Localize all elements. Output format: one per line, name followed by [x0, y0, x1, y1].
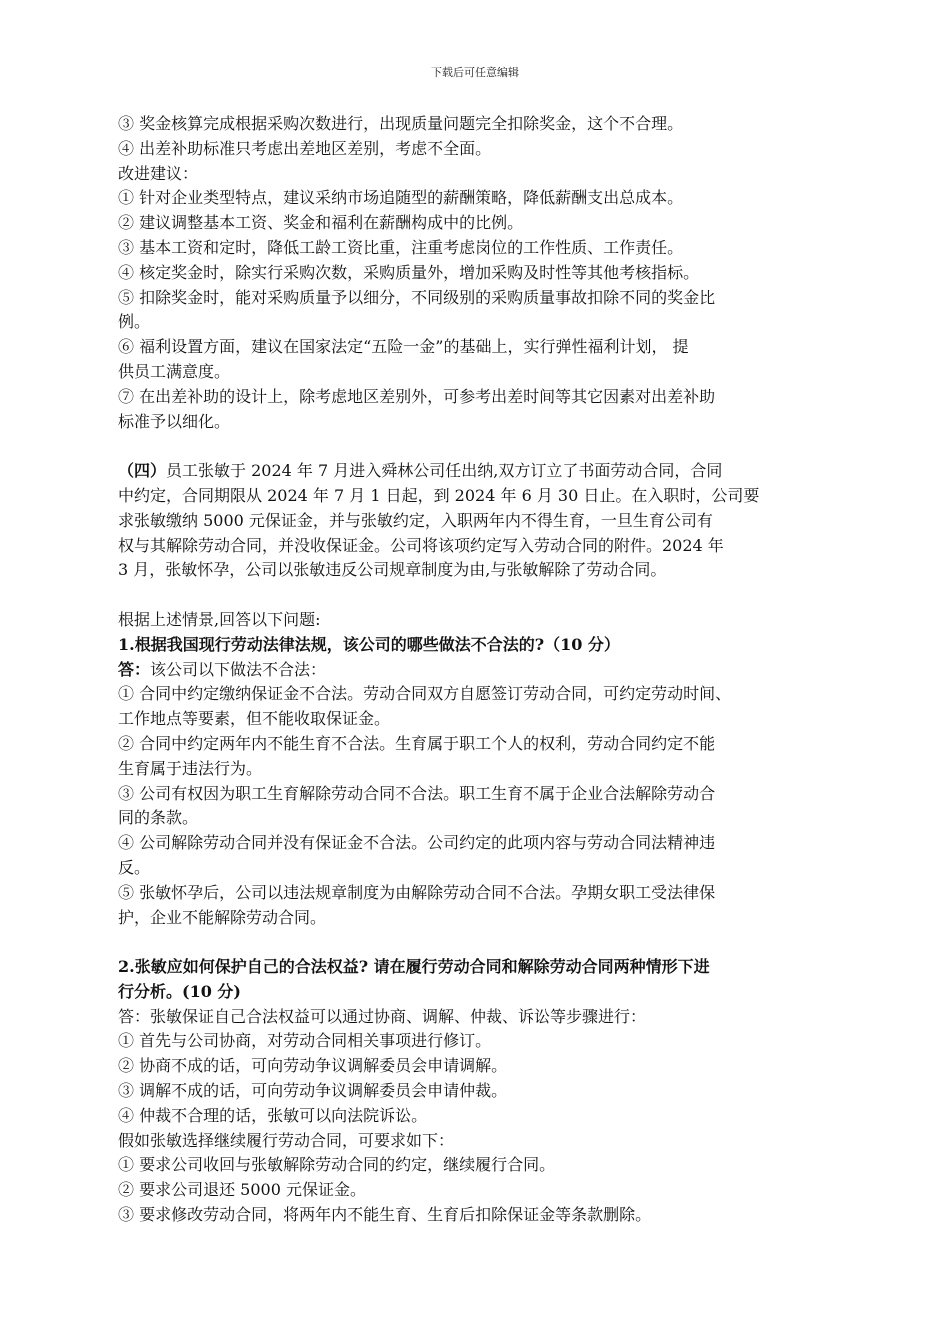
question-two-section [118, 955, 848, 1228]
paragraph-line: ① 首先与公司协商，对劳动合同相关事项进行修订。 [118, 1031, 492, 1051]
paragraph-line: 生育属于违法行为。 [118, 758, 263, 778]
paragraph-line: 假如张敏选择继续履行劳动合同，可要求如下： [118, 1130, 455, 1150]
paragraph-line: ⑦ 在出差补助的设计上，除考虑地区差别外，可参考出差时间等其它因素对出差补助 [118, 386, 716, 406]
paragraph-line: ④ 公司解除劳动合同并没有保证金不合法。公司约定的此项内容与劳动合同法精神违 [118, 833, 716, 853]
paragraph-line: 护，企业不能解除劳动合同。 [118, 907, 327, 927]
paragraph-line: ⑤ 张敏怀孕后，公司以违法规章制度为由解除劳动合同不合法。孕期女职工受法律保 [118, 882, 716, 902]
paragraph-line: ① 合同中约定缴纳保证金不合法。劳动合同双方自愿签订劳动合同，可约定劳动时间、 [118, 684, 732, 704]
document-body [118, 112, 848, 1228]
paragraph-line: ③ 要求修改劳动合同，将两年内不能生育、生育后扣除保证金等条款删除。 [118, 1205, 652, 1225]
paragraph-line: ② 要求公司退还 5000 元保证金。 [118, 1180, 366, 1200]
paragraph-line: ① 针对企业类型特点，建议采纳市场追随型的薪酬策略，降低薪酬支出总成本。 [118, 188, 684, 208]
paragraph-line: 3 月，张敏怀孕，公司以张敏违反公司规章制度为由,与张敏解除了劳动合同。 [118, 560, 667, 580]
paragraph-line: 权与其解除劳动合同，并没收保证金。公司将该项约定写入劳动合同的附件。2024 年 [118, 535, 724, 555]
case-label: （四） [118, 461, 167, 481]
paragraph-line: 中约定，合同期限从 2024 年 7 月 1 日起，到 2024 年 6 月 30 日止。在入职时，公司要 [118, 485, 760, 505]
paragraph-line: 工作地点等要素，但不能收取保证金。 [118, 709, 391, 729]
paragraph-line: ① 要求公司收回与张敏解除劳动合同的约定，继续履行合同。 [118, 1155, 556, 1175]
paragraph-line: 例。 [118, 312, 151, 332]
answer-lead [118, 658, 848, 683]
case-text: 员工张敏于 2024 年 7 月进入舜林公司任出纳,双方订立了书面劳动合同，合同 [166, 461, 723, 481]
question-title: 2.张敏应如何保护自己的合法权益? 请在履行劳动合同和解除劳动合同两种情形下进 [118, 957, 710, 977]
paragraph-line: ④ 仲裁不合理的话，张敏可以向法院诉讼。 [118, 1105, 428, 1125]
page-header: 下载后可任意编辑 [431, 66, 519, 79]
spacer [118, 930, 848, 955]
spacer [118, 583, 848, 608]
question-title: 1.根据我国现行劳动法律法规，该公司的哪些做法不合法的?（10 分） [118, 634, 620, 654]
paragraph-line: 同的条款。 [118, 808, 199, 828]
answer-lead-text: 该公司以下做法不合法： [150, 659, 327, 679]
paragraph-line: ③ 奖金核算完成根据采购次数进行，出现质量问题完全扣除奖金，这个不合理。 [118, 114, 684, 133]
paragraph-line: 反。 [118, 857, 151, 877]
paragraph-line: ③ 公司有权因为职工生育解除劳动合同不合法。职工生育不属于企业合法解除劳动合 [118, 783, 716, 803]
paragraph-line [118, 459, 848, 484]
paragraph-line: 标准予以细化。 [118, 411, 231, 431]
paragraph-line: 供员工满意度。 [118, 361, 231, 381]
paragraph-line: ④ 出差补助标准只考虑出差地区差别，考虑不全面。 [118, 138, 492, 158]
spacer [118, 434, 848, 459]
case-four-section [118, 459, 848, 583]
paragraph-line: 求张敏缴纳 5000 元保证金，并与张敏约定，入职两年内不得生育，一旦生育公司有 [118, 510, 713, 530]
question-intro: 根据上述情景,回答以下问题: [118, 609, 321, 629]
question-title: 行分析。(10 分) [118, 981, 241, 1001]
paragraph-line: ② 协商不成的话，可向劳动争议调解委员会申请调解。 [118, 1056, 508, 1076]
paragraph-line: ⑥ 福利设置方面，建议在国家法定“五险一金”的基础上，实行弹性福利计划， 提 [118, 337, 689, 357]
paragraph-line: ④ 核定奖金时，除实行采购次数，采购质量外，增加采购及时性等其他考核指标。 [118, 262, 700, 282]
paragraph-line: ③ 基本工资和定时，降低工龄工资比重，注重考虑岗位的工作性质、工作责任。 [118, 237, 684, 257]
section-heading: 改进建议： [118, 163, 199, 183]
paragraph-line: ③ 调解不成的话，可向劳动争议调解委员会申请仲裁。 [118, 1081, 508, 1101]
paragraph-line: ② 建议调整基本工资、奖金和福利在薪酬构成中的比例。 [118, 213, 524, 233]
paragraph-line: 答：张敏保证自己合法权益可以通过协商、调解、仲裁、诉讼等步骤进行： [118, 1006, 647, 1026]
improvement-section [118, 112, 848, 434]
paragraph-line: ② 合同中约定两年内不能生育不合法。生育属于职工个人的权利，劳动合同约定不能 [118, 733, 716, 753]
question-one-section [118, 608, 848, 930]
answer-label: 答： [118, 659, 151, 679]
paragraph-line: ⑤ 扣除奖金时，能对采购质量予以细分，不同级别的采购质量事故扣除不同的奖金比 [118, 287, 716, 307]
